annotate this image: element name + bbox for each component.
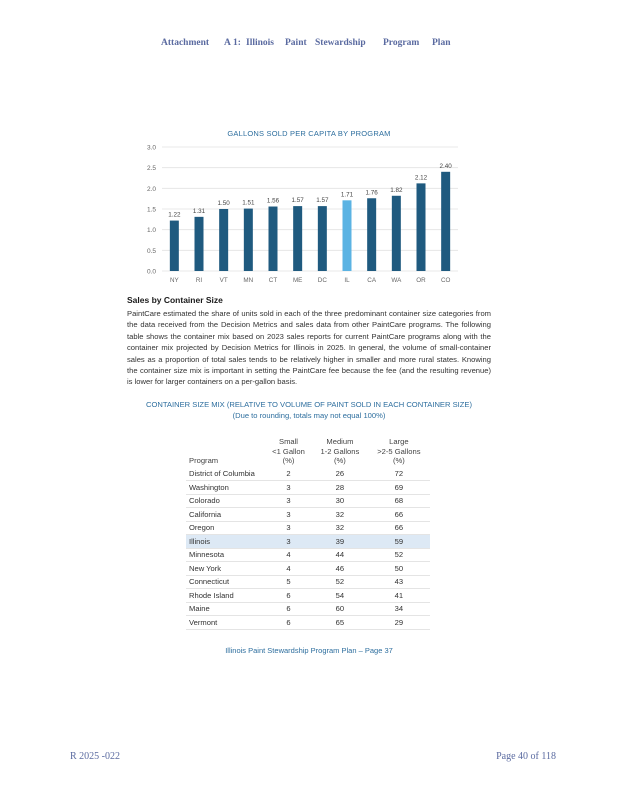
bar-value-label: 1.56	[266, 197, 280, 205]
header-word: 1:	[233, 38, 241, 48]
table-row	[186, 535, 430, 549]
cell-medium: 32	[312, 521, 368, 535]
bar-value-label: 1.22	[168, 211, 181, 219]
cell-small: 4	[265, 562, 312, 576]
bar-value-label: 1.57	[291, 197, 304, 205]
header-small-line3: (%)	[282, 456, 295, 465]
header-program: Program	[189, 456, 219, 465]
cell-medium: 32	[312, 508, 368, 522]
header-medium-line1: Medium	[326, 437, 354, 446]
table-header-row	[186, 437, 430, 468]
cell-medium: 26	[312, 468, 368, 481]
table-row	[186, 521, 430, 535]
cell-small: 6	[265, 589, 312, 603]
x-tick-label: IL	[344, 277, 350, 284]
x-tick-label: OR	[416, 277, 426, 284]
header-large-line3: (%)	[392, 456, 405, 465]
x-tick-label: ME	[292, 277, 303, 284]
y-tick-label: 1.0	[146, 227, 156, 235]
table-subtitle: (Due to rounding, totals may not equal 100%)	[232, 411, 386, 420]
table-title: CONTAINER SIZE MIX (RELATIVE TO VOLUME OF PAINT SOLD IN EACH CONTAINER SIZE)	[145, 400, 472, 409]
page-header	[0, 38, 618, 52]
section-title: Sales by Container Size	[127, 295, 223, 305]
bar-value-label: 1.57	[316, 197, 329, 205]
bar-value-label: 1.82	[390, 186, 403, 194]
container-mix-table	[186, 437, 430, 630]
bar-or	[417, 183, 426, 271]
header-large-line1: Large	[389, 437, 409, 446]
cell-program: Maine	[186, 602, 265, 616]
cell-large: 66	[368, 508, 430, 522]
header-small-line2: <1 Gallon	[272, 446, 305, 456]
container-mix-table-wrapper	[186, 437, 430, 630]
cell-medium: 39	[312, 535, 368, 549]
cell-large: 59	[368, 535, 430, 549]
header-word: Illinois	[246, 38, 274, 48]
y-tick-label: 1.5	[146, 206, 156, 214]
cell-large: 66	[368, 521, 430, 535]
table-body	[186, 468, 430, 630]
table-row	[186, 602, 430, 616]
cell-medium: 54	[312, 589, 368, 603]
bar-ny	[170, 221, 179, 271]
cell-large: 72	[368, 468, 430, 481]
header-large-line2: >2-5 Gallons	[377, 446, 421, 456]
cell-medium: 65	[312, 616, 368, 630]
table-row	[186, 562, 430, 576]
cell-large: 68	[368, 494, 430, 508]
bar-ct	[269, 207, 278, 271]
header-word: Attachment	[161, 38, 210, 48]
header-word: Stewardship	[315, 38, 366, 48]
cell-small: 3	[265, 521, 312, 535]
y-tick-label: 0.5	[146, 247, 156, 255]
y-tick-label: 3.0	[146, 144, 156, 152]
bar-value-label: 1.71	[340, 191, 354, 199]
cell-small: 6	[265, 616, 312, 630]
cell-medium: 30	[312, 494, 368, 508]
cell-large: 43	[368, 575, 430, 589]
x-tick-label: CO	[440, 277, 451, 284]
x-tick-label: NY	[169, 277, 179, 284]
cell-program: Rhode Island	[186, 589, 265, 603]
cell-program: Illinois	[186, 535, 265, 549]
header-word: A	[224, 38, 231, 48]
header-small	[265, 437, 312, 468]
x-tick-label: WA	[391, 277, 402, 284]
bar-value-label: 1.51	[242, 199, 255, 207]
table-row	[186, 494, 430, 508]
header-large	[368, 437, 430, 468]
gallons-per-capita-chart	[140, 140, 460, 285]
x-tick-label: MN	[243, 277, 254, 284]
cell-program: Minnesota	[186, 548, 265, 562]
bar-value-label: 1.31	[192, 207, 206, 215]
cell-medium: 28	[312, 481, 368, 495]
header-word: Paint	[285, 38, 307, 48]
cell-small: 4	[265, 548, 312, 562]
cell-medium: 60	[312, 602, 368, 616]
chart-title: GALLONS SOLD PER CAPITA BY PROGRAM	[227, 129, 391, 138]
table-row	[186, 616, 430, 630]
bar-ca	[367, 198, 376, 271]
bar-value-label: 2.40	[439, 162, 452, 170]
cell-small: 3	[265, 535, 312, 549]
cell-small: 6	[265, 602, 312, 616]
bar-dc	[318, 206, 327, 271]
cell-program: Colorado	[186, 494, 265, 508]
cell-program: Vermont	[186, 616, 265, 630]
cell-medium: 52	[312, 575, 368, 589]
header-small-line1: Small	[279, 437, 298, 446]
cell-program: District of Columbia	[186, 468, 265, 481]
cell-large: 34	[368, 602, 430, 616]
bar-value-label: 2.12	[414, 174, 428, 182]
header-medium-line3: (%)	[333, 456, 346, 465]
table-row	[186, 481, 430, 495]
section-paragraph: PaintCare estimated the share of units sold in each of the three predominant container size categories from the data received from the Decision Metrics and sales data from other PaintCare programs. The following table shows the container mix based on 2023 sales reports for current PaintCare programs along with the container mix projected by Decision Metrics for Illinois in 2025. In general, the volume of small-container sales as a proportion of total sales tends to be relatively higher in smaller and more rural states. Knowing the container size mix is important in setting the PaintCare fee because the fee (and the resulting revenue) is lower for larger containers on a per-gallon basis.	[127, 309, 491, 387]
document-id: R 2025 -022	[70, 751, 120, 762]
cell-small: 3	[265, 481, 312, 495]
header-word: Program	[383, 38, 420, 48]
cell-small: 2	[265, 468, 312, 481]
bar-wa	[392, 196, 401, 271]
cell-small: 5	[265, 575, 312, 589]
x-tick-label: CA	[367, 277, 377, 284]
header-medium-line2: 1-2 Gallons	[320, 446, 360, 456]
bar-vt	[219, 209, 228, 271]
x-tick-label: RI	[195, 277, 203, 284]
header-word: Plan	[432, 38, 451, 48]
bar-il	[343, 200, 352, 271]
bar-co	[441, 172, 450, 271]
cell-small: 3	[265, 508, 312, 522]
page-number: Page 40 of 118	[496, 751, 556, 762]
y-tick-label: 2.5	[146, 165, 156, 173]
cell-program: Oregon	[186, 521, 265, 535]
cell-medium: 44	[312, 548, 368, 562]
bar-value-label: 1.50	[217, 200, 230, 207]
cell-large: 69	[368, 481, 430, 495]
cell-small: 3	[265, 494, 312, 508]
x-tick-label: CT	[268, 277, 278, 284]
cell-program: Connecticut	[186, 575, 265, 589]
cell-large: 52	[368, 548, 430, 562]
cell-large: 41	[368, 589, 430, 603]
page-footer: Illinois Paint Stewardship Program Plan – Page 37	[225, 646, 393, 655]
table-row	[186, 468, 430, 481]
x-tick-label: VT	[219, 277, 228, 284]
bar-mn	[244, 209, 253, 271]
table-row	[186, 508, 430, 522]
table-title-block	[127, 399, 491, 421]
bar-me	[293, 206, 302, 271]
cell-large: 29	[368, 616, 430, 630]
table-row	[186, 548, 430, 562]
y-tick-label: 0.0	[146, 268, 156, 276]
table-row	[186, 589, 430, 603]
bar-ri	[195, 217, 204, 271]
x-tick-label: DC	[317, 277, 327, 284]
cell-program: California	[186, 508, 265, 522]
cell-program: Washington	[186, 481, 265, 495]
bar-value-label: 1.76	[365, 189, 378, 197]
cell-large: 50	[368, 562, 430, 576]
cell-program: New York	[186, 562, 265, 576]
table-row	[186, 575, 430, 589]
cell-medium: 46	[312, 562, 368, 576]
header-medium	[312, 437, 368, 468]
y-tick-label: 2.0	[146, 185, 156, 193]
